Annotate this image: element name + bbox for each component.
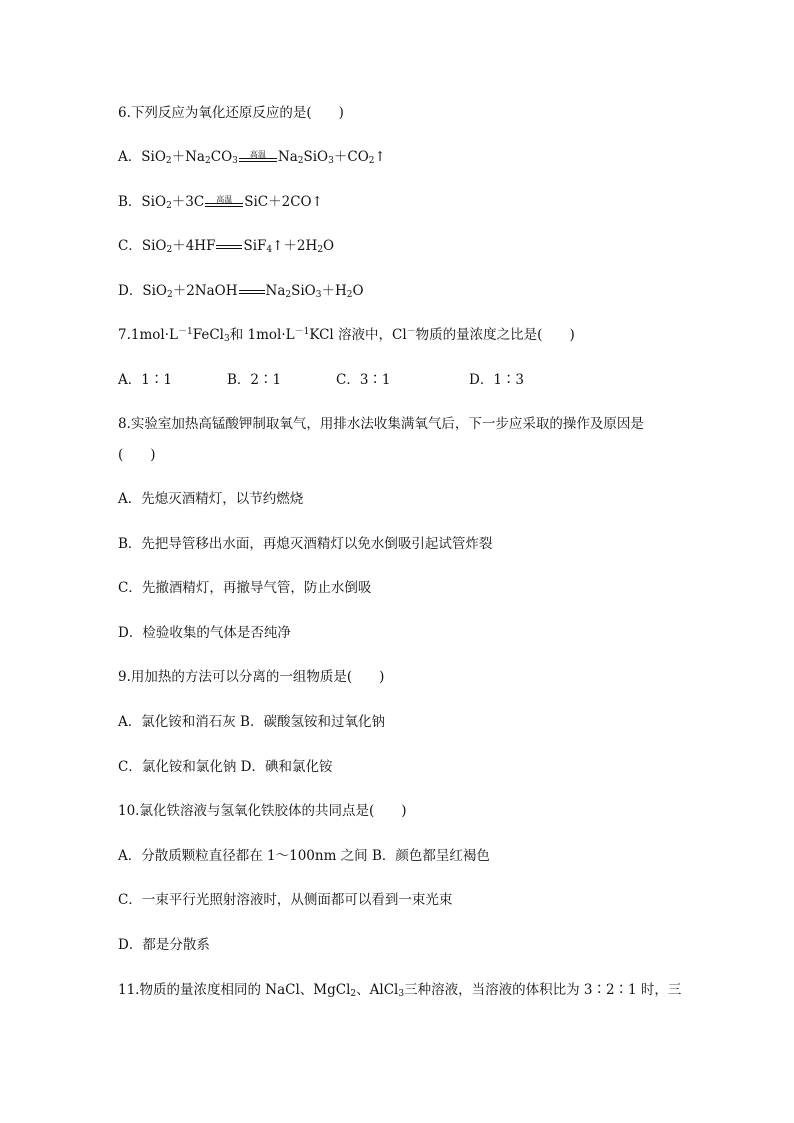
q8-option-b: B．先把导管移出水面，再熄灭酒精灯以免水倒吸引起试管炸裂 <box>118 536 493 552</box>
q7-option-d: D．1∶3 <box>469 372 525 388</box>
q10-option-c: C．一束平行光照射溶液时，从侧面都可以看到一束光束 <box>118 892 453 908</box>
q10-options-ab: A．分散质颗粒直径都在 1～100nm 之间 B．颜色都呈红褐色 <box>118 848 490 864</box>
q6-option-c: C．SiO$_2$＋4HF $SiF_4↑+2H_2O$ <box>118 238 335 255</box>
q8-option-c: C．先撤酒精灯，再撤导气管，防止水倒吸 <box>118 580 372 596</box>
q6-stem: 6.下列反应为氧化还原反应的是( ) <box>118 105 344 121</box>
q7-option-b: B．2∶1 <box>227 372 282 388</box>
q8-option-a: A．先熄灭酒精灯，以节约燃烧 <box>118 491 304 507</box>
high-temp-condition: 高温 <box>239 148 277 166</box>
q8-stem-line1: 8.实验室加热高锰酸钾制取氧气，用排水法收集满氧气后，下一步应采取的操作及原因是 <box>118 416 644 432</box>
q10-stem: 10.氯化铁溶液与氢氧化铁胶体的共同点是( ) <box>118 803 407 819</box>
q9-options-cd: C．氯化铵和氯化钠 D．碘和氯化铵 <box>118 759 333 775</box>
high-temp-condition: 高温 <box>205 193 243 211</box>
q8-stem-line2: ( ) <box>118 447 156 463</box>
q9-stem: 9.用加热的方法可以分离的一组物质是( ) <box>118 669 385 685</box>
q6-option-b: B．SiO$_2$＋3C 高温 SiC＋2CO↑ <box>118 194 323 211</box>
q8-option-d: D．检验收集的气体是否纯净 <box>118 625 291 641</box>
q10-option-d: D．都是分散系 <box>118 937 210 953</box>
q7-option-c: C．3∶1 <box>336 372 391 388</box>
q9-options-ab: A．氯化铵和消石灰 B．碳酸氢铵和过氧化钠 <box>118 714 385 730</box>
q6-option-d: D．SiO$_2$＋2NaOH $Na_2SiO_3+H_2O$ <box>118 283 364 300</box>
q7-option-a: A．1∶1 <box>118 372 172 388</box>
q11-stem: 11.物质的量浓度相同的 NaCl、MgCl$_2$、AlCl$_3$三种溶液，当溶液的体积比为 3∶2∶1 时，三 <box>118 982 682 999</box>
q6-option-a: A．$SiO_2+Na_2CO_3$ 高温 $Na_2SiO_3+CO_2↑$ <box>118 149 386 166</box>
q7-stem: $7.1mol\cdot L^{-1}FeCl_3$和 $1mol\cdot L^{-1}KCl$ 溶液中，Cl－物质的量浓度之比是( ) <box>118 327 575 344</box>
